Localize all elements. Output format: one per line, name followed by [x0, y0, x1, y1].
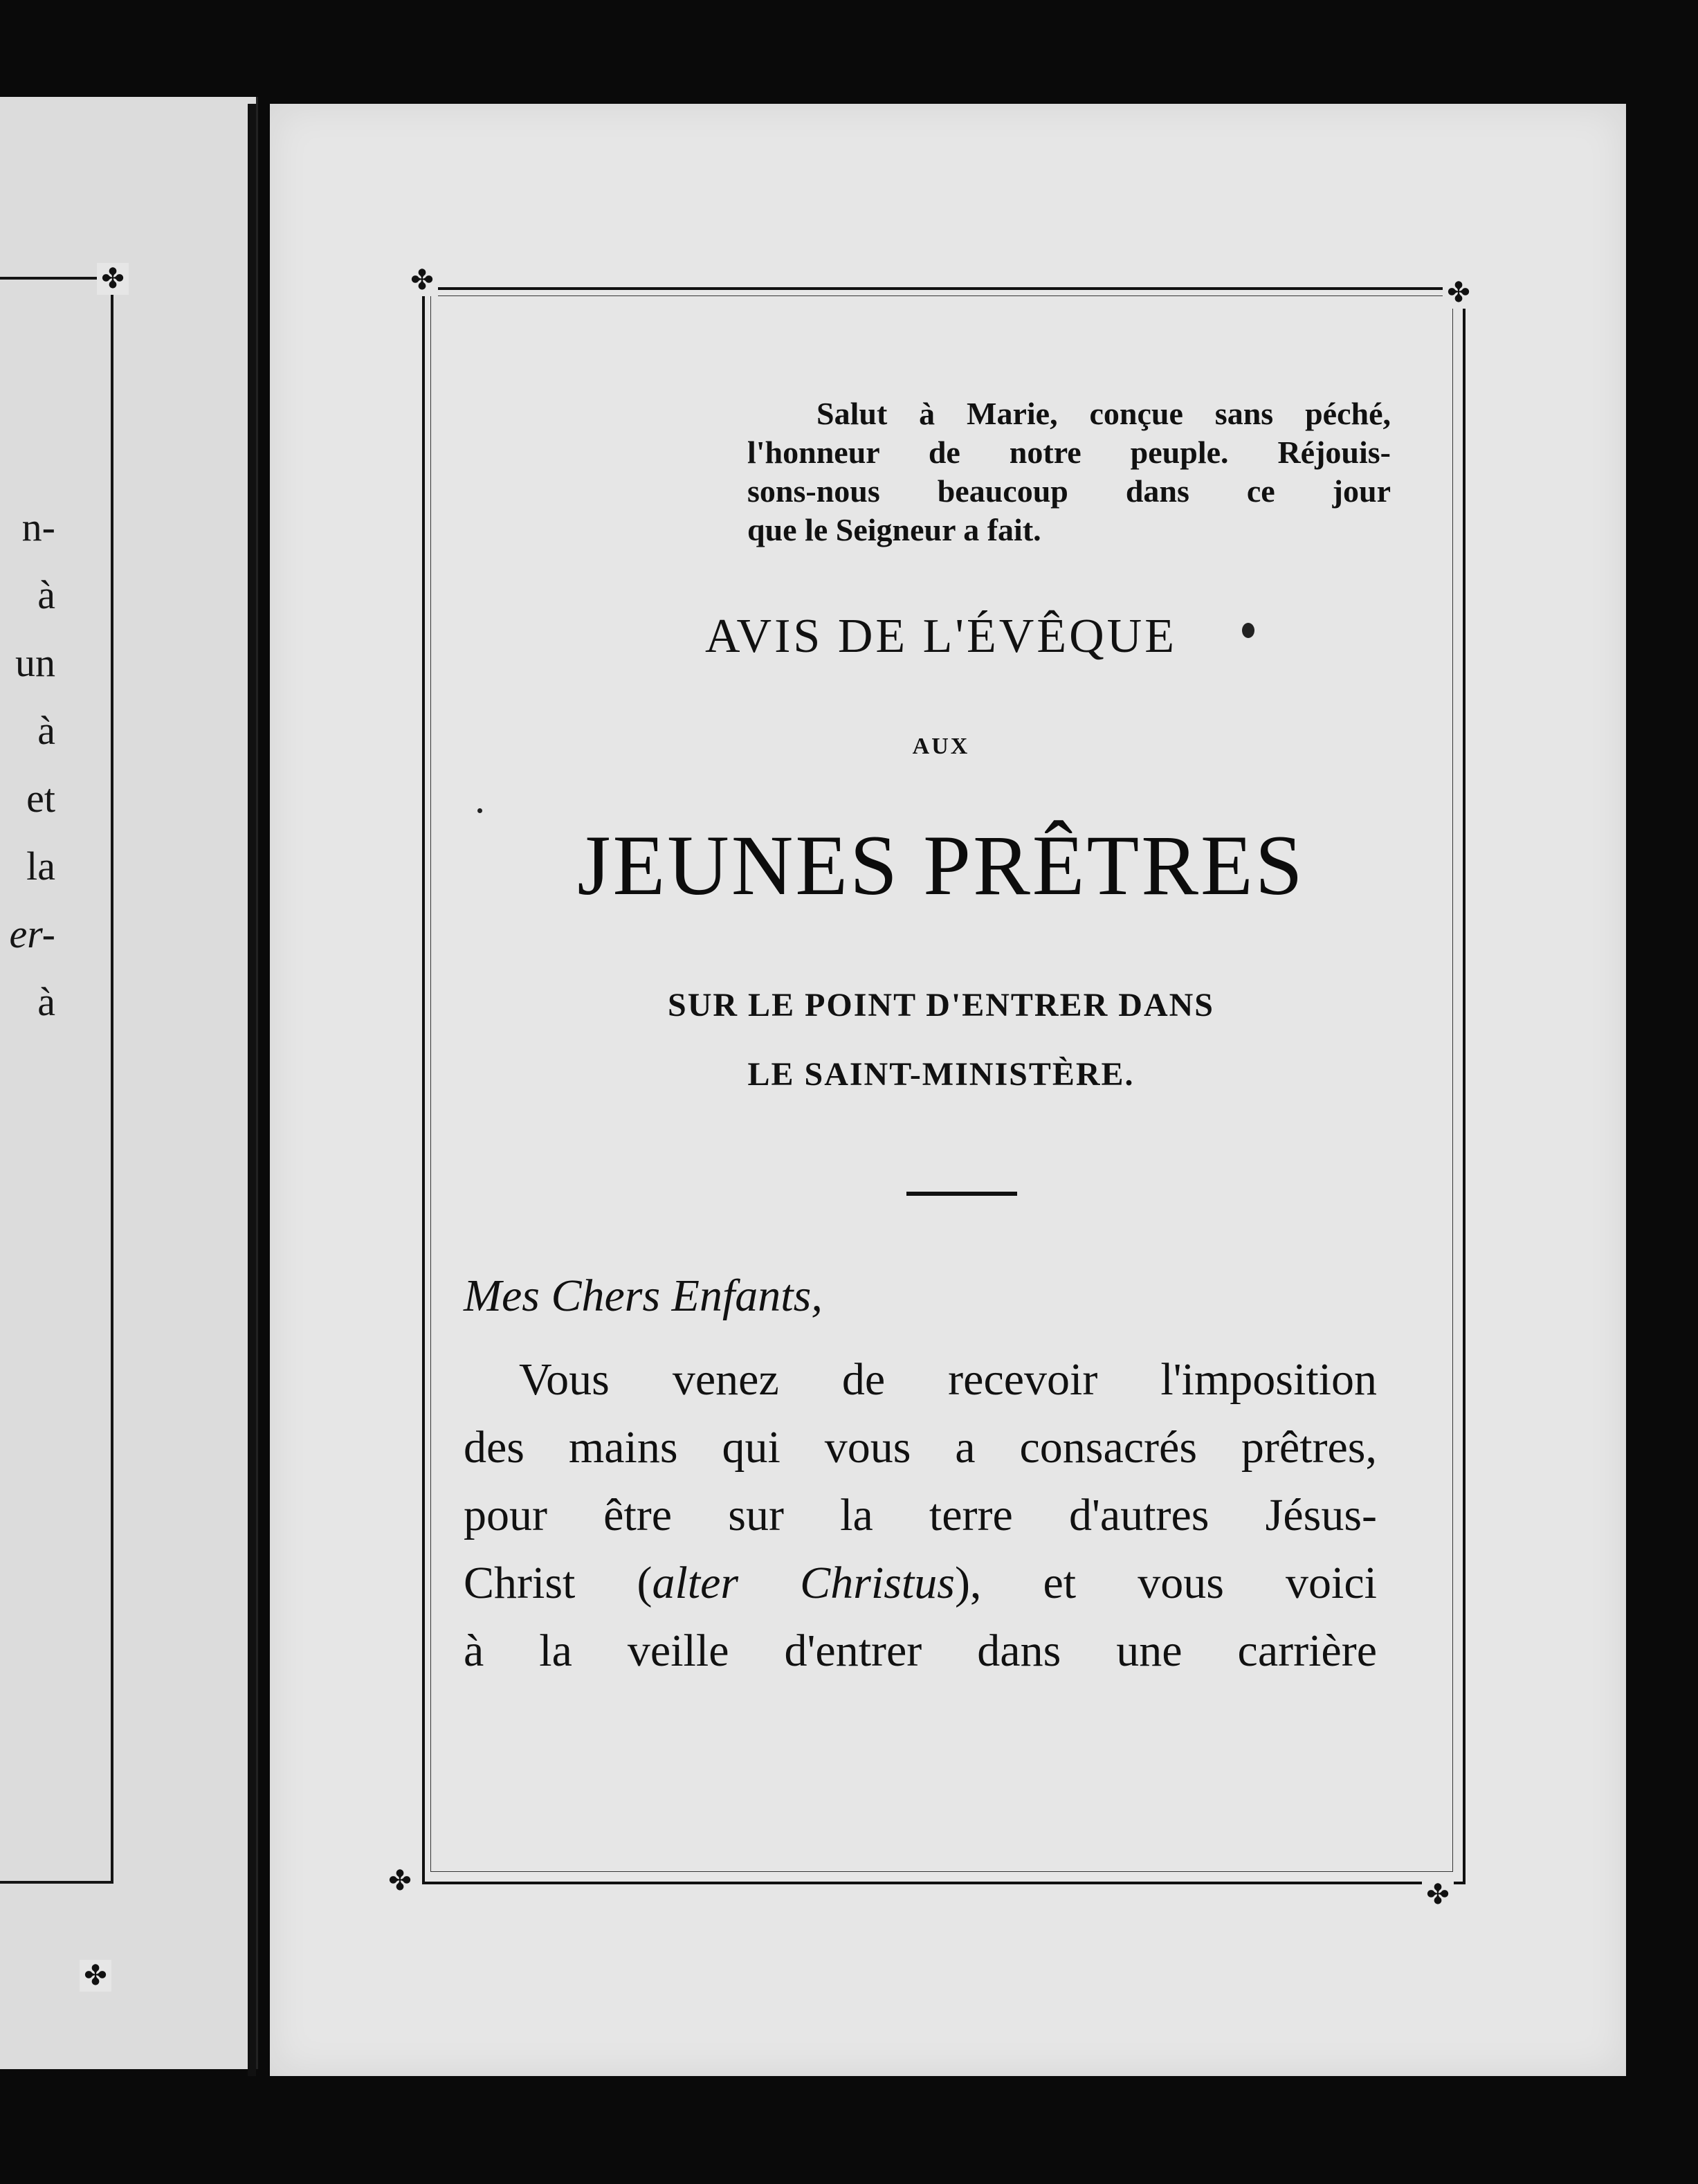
- title-avis: AVIS DE L'ÉVÊQUE: [705, 610, 1177, 663]
- text-fragment: à: [37, 979, 55, 1024]
- text-fragment: la: [26, 844, 55, 889]
- corner-ornament-icon: ✤: [1422, 1879, 1454, 1911]
- body-line: pour être sur la terre d'autres Jésus-: [464, 1490, 1377, 1540]
- corner-ornament-icon: ✤: [80, 1960, 111, 1992]
- body-line: Christ (alter Christus), et vous voici: [464, 1558, 1377, 1608]
- text-fragment: un: [15, 640, 55, 685]
- previous-page-text-fragments: [0, 97, 55, 2069]
- previous-page: [0, 97, 258, 2069]
- salutation: Mes Chers Enfants,: [464, 1271, 823, 1321]
- text-fragment: et: [26, 776, 55, 821]
- epigraph-line: sons-nous beaucoup dans ce jour: [747, 473, 1391, 509]
- corner-ornament-icon: ✤: [406, 264, 438, 296]
- text-fragment: à: [37, 708, 55, 753]
- epigraph-line: Salut à Marie, conçue sans péché,: [816, 396, 1391, 431]
- text-fragment: er-: [9, 911, 55, 956]
- text-fragment: n-: [21, 504, 55, 549]
- title-main: JEUNES PRÊTRES: [577, 818, 1305, 913]
- body-line: à la veille d'entrer dans une carrière: [464, 1626, 1377, 1676]
- latin-phrase: alter Christus: [652, 1558, 955, 1608]
- section-divider: [906, 1192, 1017, 1196]
- epigraph-line: l'honneur de notre peuple. Réjouis-: [747, 435, 1391, 470]
- corner-ornament-icon: ✤: [97, 263, 129, 295]
- title-subtitle-line-2: LE SAINT-MINISTÈRE.: [747, 1056, 1135, 1093]
- text-fragment: à: [37, 572, 55, 617]
- main-page: [270, 104, 1626, 2076]
- body-text: [464, 1346, 1377, 1685]
- page-content: [464, 332, 1418, 1868]
- ink-speck: [1242, 623, 1254, 638]
- previous-page-border-vertical: [111, 277, 113, 1882]
- title-subtitle-line-1: SUR LE POINT D'ENTRER DANS: [668, 987, 1214, 1023]
- body-line: des mains qui vous a consacrés prêtres,: [464, 1422, 1377, 1473]
- book-gutter: [248, 104, 256, 2076]
- epigraph-line: que le Seigneur a fait.: [747, 512, 1041, 547]
- body-line: Vous venez de recevoir l'imposition: [519, 1354, 1377, 1405]
- corner-ornament-icon: ✤: [384, 1865, 416, 1897]
- title-aux: AUX: [912, 734, 970, 759]
- epigraph: [747, 394, 1391, 549]
- ink-speck: [477, 808, 482, 813]
- corner-ornament-icon: ✤: [1443, 277, 1475, 309]
